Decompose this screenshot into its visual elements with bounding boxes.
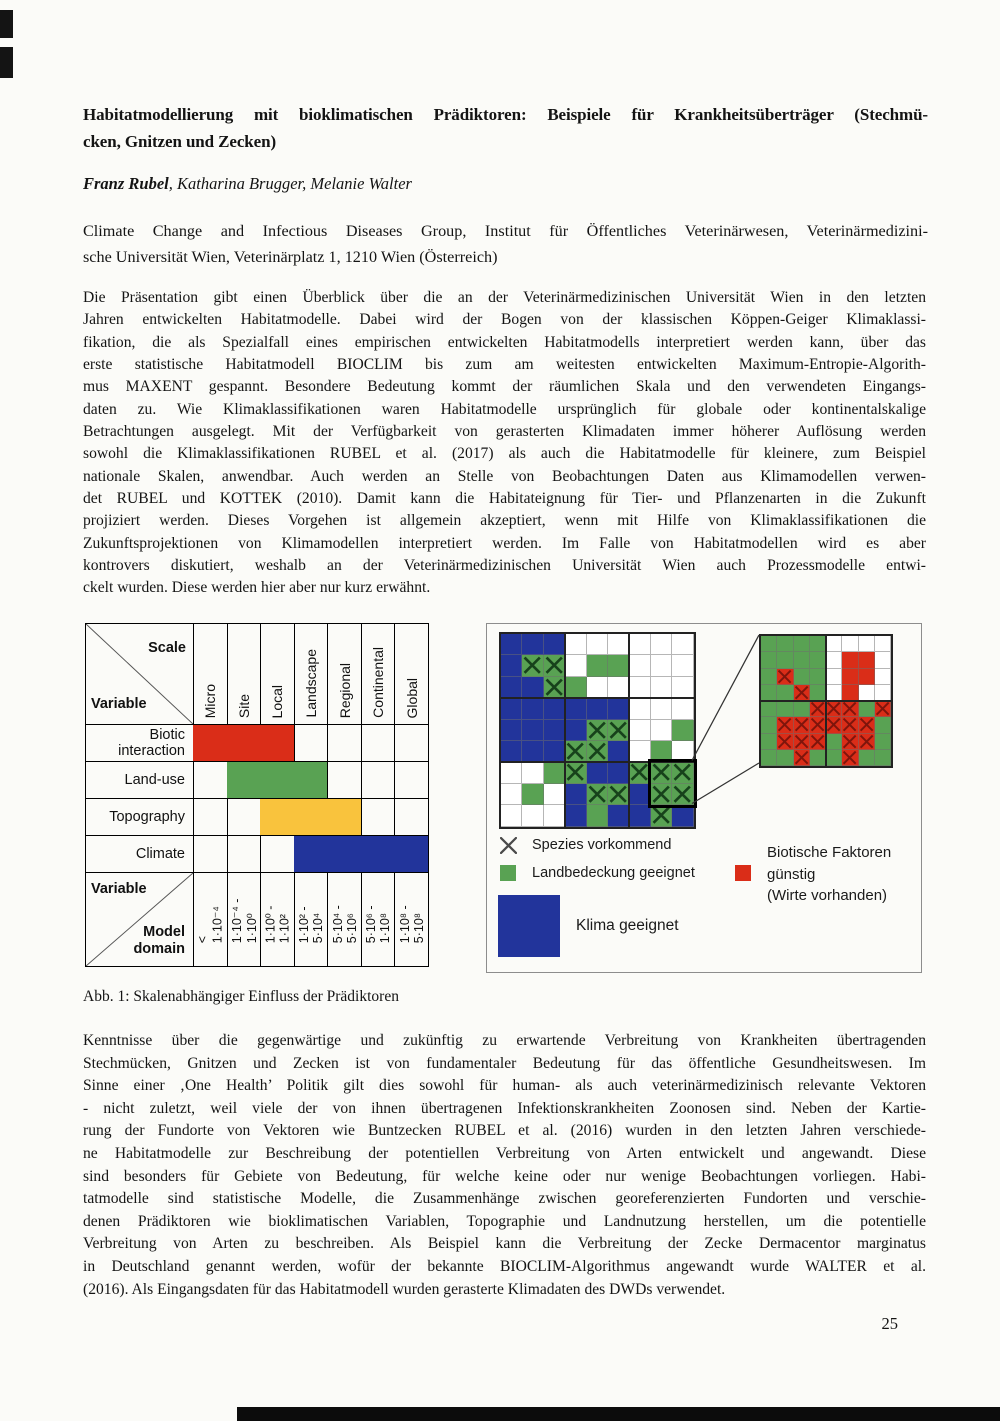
- grid-cell: [629, 677, 650, 698]
- grid-cell: [859, 701, 875, 717]
- grid-cell: [544, 677, 565, 698]
- table-bar-yellow: [260, 799, 361, 835]
- grid-cell: [501, 762, 522, 783]
- species-x-icon: [608, 720, 628, 740]
- grid-cell: [629, 720, 650, 741]
- row-label-biotic-interaction: Biotic interaction: [86, 724, 193, 761]
- grid-cell: [875, 669, 891, 685]
- scan-artifact-mark: [0, 47, 13, 78]
- grid-cell: [565, 698, 586, 719]
- grid-cell: [794, 701, 810, 717]
- grid-block-line: [628, 634, 630, 827]
- table-cell: [394, 761, 428, 798]
- grid-block-line: [564, 634, 566, 827]
- grid-cell: [810, 636, 826, 652]
- scan-artifact-mark: [0, 10, 13, 38]
- text-line: in Deutschland genannt werden, wofür der bekannte BIOCLIM-Algorithmus angewandt wurde WALTER et al.: [83, 1257, 926, 1275]
- table-cell: [193, 761, 227, 798]
- legend-climate-swatch: [498, 895, 560, 957]
- grid-cell: [501, 805, 522, 826]
- table-bar-blue: [294, 836, 428, 872]
- grid-cell: [842, 734, 858, 750]
- text-line: denen Prädiktoren wie bioklimatischen Variablen, Topographie und Landnutzung herstellen, um die potentielle: [83, 1212, 926, 1230]
- grid-cell: [761, 636, 777, 652]
- species-x-icon: [842, 750, 857, 765]
- grid-cell: [859, 669, 875, 685]
- grid-cell: [794, 750, 810, 766]
- grid-cell: [587, 655, 608, 676]
- domain-label: 5·10⁴ - 5·10⁶: [330, 904, 359, 943]
- grid-cell: [672, 634, 693, 655]
- authors-rest: , Katharina Brugger, Melanie Walter: [168, 174, 412, 193]
- text-line: Die Präsentation gibt einen Überblick über die an der Veterinärmedizinischen Universität Wien in den letzten: [83, 289, 926, 306]
- grid-cell: [651, 720, 672, 741]
- table-cell: [193, 835, 227, 872]
- grid-cell: [859, 636, 875, 652]
- grid-cell: [826, 669, 842, 685]
- domain-label: < 1·10⁻⁴: [195, 905, 225, 943]
- text-line: projiziert werden. Dieses Vorgehen ist allgemein akzeptiert, wenn mit Hilfe von Klimaklassifikationen die: [83, 512, 926, 530]
- table-cell: [227, 798, 261, 835]
- grid-cell: [810, 701, 826, 717]
- species-x-icon: [794, 685, 809, 700]
- species-x-icon: [794, 717, 809, 732]
- grid-cell: [587, 720, 608, 741]
- text-line: Jahren entwickelten Habitatmodelle. Dabei wird der Bogen von der klassischen Köppen-Geiger Klimaklassi-: [83, 311, 926, 329]
- grid-cell: [826, 652, 842, 668]
- grid-cell: [794, 734, 810, 750]
- grid-cell: [522, 762, 543, 783]
- grid-cell: [501, 698, 522, 719]
- species-x-icon: [565, 741, 585, 761]
- grid-cell: [544, 655, 565, 676]
- grid-cell: [761, 734, 777, 750]
- grid-cell: [842, 636, 858, 652]
- grid-cell: [522, 655, 543, 676]
- grid-cell: [501, 677, 522, 698]
- grid-cell: [761, 717, 777, 733]
- table-cell: [193, 798, 227, 835]
- grid-cell: [544, 698, 565, 719]
- table-col-header: [227, 624, 261, 724]
- table-col-header: [294, 624, 328, 724]
- grid-cell: [859, 685, 875, 701]
- text-line: Climate Change and Infectious Diseases Group, Institut für Öffentliches Veterinärwesen, Veterinärmedizini-: [83, 222, 928, 240]
- species-x-icon: [842, 734, 857, 749]
- grid-cell: [672, 655, 693, 676]
- grid-cell: [842, 685, 858, 701]
- text-line: sind besonders für Gebiete von Bedeutung, für welche keine oder nur wenige Beobachtungen vorliegen. Habi-: [83, 1167, 926, 1185]
- grid-cell: [608, 720, 629, 741]
- table-cell: [394, 798, 428, 835]
- grid-cell: [777, 701, 793, 717]
- grid-cell: [651, 677, 672, 698]
- table-col-header: [193, 624, 227, 724]
- grid-cell: [587, 634, 608, 655]
- legend-landcover-label: Landbedeckung geeignet: [532, 865, 695, 881]
- grid-cell: [810, 669, 826, 685]
- table-header-variable: Variable: [91, 696, 147, 712]
- text-line: kontrovers diskutiert, weshalb an der Veterinärmedizinischen Universität Wien auch Prozessmodelle entwi-: [83, 557, 926, 575]
- legend-biotic-line: Biotische Faktoren: [767, 844, 892, 861]
- grid-cell: [501, 720, 522, 741]
- legend-biotic-swatch: [735, 865, 751, 881]
- species-x-icon: [777, 669, 792, 684]
- species-x-icon: [842, 701, 857, 716]
- grid-cell: [875, 652, 891, 668]
- grid-cell: [842, 652, 858, 668]
- grid-cell: [629, 634, 650, 655]
- grid-cell: [777, 669, 793, 685]
- species-x-icon: [859, 717, 874, 732]
- grid-cell: [565, 677, 586, 698]
- legend-climate-label: Klima geeignet: [576, 917, 679, 934]
- species-x-icon: [629, 762, 649, 782]
- grid-cell: [651, 634, 672, 655]
- grid-cell: [565, 762, 586, 783]
- species-x-icon: [875, 701, 890, 716]
- text-line: sowohl die Klimaklassifikationen RUBEL et al. (2017) als auch die Habitatmodelle für kleinere, zum Beispiel: [83, 445, 926, 463]
- grid-cell: [842, 701, 858, 717]
- col-label: Global: [403, 677, 420, 718]
- table-corner-variable-modeldomain: [86, 872, 193, 966]
- row-label-land-use: Land-use: [86, 761, 193, 798]
- text-line: daten zu. Wie Klimaklassifikationen waren Habitatmodelle ursprünglich für globale oder kontinentalskalige: [83, 400, 926, 418]
- grid-cell: [842, 750, 858, 766]
- grid-cell: [651, 655, 672, 676]
- domain-label: 1·10⁻⁴ - 1·10⁰: [229, 898, 259, 943]
- text-line: tatmodelle sind statistische Modelle, die Zusammenhänge zwischen georeferenzierten Fundorten und verschie-: [83, 1190, 926, 1208]
- text-line: (2016). Als Eingangsdaten für das Habitatmodell wurden gerasterte Klimadaten des DWDs verwendet.: [83, 1280, 726, 1298]
- col-label: Regional: [336, 662, 353, 718]
- grid-block-line: [761, 700, 891, 702]
- grid-cell: [608, 677, 629, 698]
- grid-cell: [810, 734, 826, 750]
- figure-caption: Abb. 1: Skalenabhängiger Einfluss der Prädiktoren: [83, 988, 399, 1005]
- text-line: mus MAXENT gespannt. Besondere Bedeutung kommt der räumlichen Skala und den verwendeten Eingangs-: [83, 378, 926, 396]
- grid-cell: [826, 636, 842, 652]
- grid-cell: [777, 685, 793, 701]
- grid-cell: [761, 652, 777, 668]
- scan-artifact-bar: [237, 1407, 1000, 1421]
- grid-cell: [761, 750, 777, 766]
- authors-line: [83, 174, 928, 194]
- grid-cell: [875, 636, 891, 652]
- grid-cell: [777, 636, 793, 652]
- domain-label: 1·10² - 5·10⁴: [296, 905, 325, 943]
- grid-cell: [761, 685, 777, 701]
- grid-cell: [794, 717, 810, 733]
- grid-cell: [826, 750, 842, 766]
- grid-cell: [565, 741, 586, 762]
- grid-cell: [608, 698, 629, 719]
- grid-cell: [522, 741, 543, 762]
- table-cell: [227, 835, 261, 872]
- species-x-icon: [859, 734, 874, 749]
- grid-cell: [587, 677, 608, 698]
- species-x-icon: [810, 701, 825, 716]
- legend-biotic-line: (Wirte vorhanden): [767, 887, 888, 904]
- grid-cell: [565, 720, 586, 741]
- body-paragraph: [83, 1030, 926, 1301]
- grid-cell: [501, 784, 522, 805]
- grid-cell: [587, 741, 608, 762]
- species-x-icon: [608, 784, 628, 804]
- grid-cell: [608, 805, 629, 826]
- grid-cell: [672, 805, 693, 826]
- table-domain-cell: [193, 872, 227, 966]
- grid-cell: [608, 655, 629, 676]
- grid-cell: [544, 784, 565, 805]
- text-line: ckelt wurden. Diese werden hier aber nur kurz erwähnt.: [83, 579, 431, 597]
- grid-block-line: [501, 697, 694, 699]
- grid-cell: [875, 750, 891, 766]
- table-footer-variable: Variable: [91, 881, 147, 897]
- table-domain-cell: [294, 872, 328, 966]
- grid-cell: [544, 762, 565, 783]
- grid-cell: [629, 655, 650, 676]
- text-line: cken, Gnitzen und Zecken): [83, 132, 277, 151]
- grid-cell: [544, 720, 565, 741]
- grid-cell: [672, 698, 693, 719]
- text-line: nationale Skalen, anwendbar. Auch werden an Stelle von Beobachtungen Daten aus Klimamodellen verwen-: [83, 467, 926, 485]
- table-cell: [361, 798, 395, 835]
- grid-cell: [608, 784, 629, 805]
- grid-cell: [587, 762, 608, 783]
- text-line: rung der Fundorte von Vektoren wie Buntzecken RUBEL et al. (2016) wurden in den letzten Jahren verschiede-: [83, 1122, 926, 1140]
- table-domain-cell: [394, 872, 428, 966]
- text-line: fikation, die als Spezialfall eines empirischen entwickelten Habitatmodells interpretiert werden kann, über das: [83, 333, 926, 351]
- col-label: Landscape: [302, 649, 319, 718]
- grid-cell: [587, 805, 608, 826]
- grid-cell: [859, 734, 875, 750]
- text-line: Kenntnisse über die gegenwärtige und zukünftig zu erwartende Verbreitung von Krankheiten übertragenden: [83, 1032, 926, 1049]
- species-x-icon: [651, 805, 671, 825]
- grid-cell: [859, 717, 875, 733]
- species-x-icon: [544, 677, 564, 697]
- inset-grid: [759, 634, 893, 768]
- grid-cell: [544, 805, 565, 826]
- paper-title: [83, 101, 928, 155]
- species-x-icon: [826, 717, 841, 732]
- grid-cell: [522, 805, 543, 826]
- grid-cell: [777, 717, 793, 733]
- grid-cell: [777, 652, 793, 668]
- species-x-icon: [810, 717, 825, 732]
- grid-cell: [794, 685, 810, 701]
- grid-cell: [672, 677, 693, 698]
- author-first: Franz Rubel: [83, 174, 169, 193]
- grid-cell: [522, 634, 543, 655]
- species-x-icon: [810, 734, 825, 749]
- text-line: Verbreitung von Arten zu beschreiben. Als Beispiel kann die Verbreitung der Zecke Dermacentor marginatus: [83, 1235, 926, 1253]
- text-line: Stechmücken, Gnitzen und Zecken ist von fundamentaler Bedeutung für das öffentliche Gesundheitswesen. Im: [83, 1054, 926, 1072]
- domain-label: 1·10⁰ - 1·10²: [263, 905, 292, 943]
- grid-cell: [565, 634, 586, 655]
- table-col-header: [394, 624, 428, 724]
- grid-cell: [651, 698, 672, 719]
- table-domain-cell: [361, 872, 395, 966]
- grid-cell: [587, 698, 608, 719]
- grid-cell: [875, 734, 891, 750]
- species-x-icon: [587, 720, 607, 740]
- grid-cell: [810, 685, 826, 701]
- table-footer-model-domain: Model domain: [133, 924, 185, 957]
- grid-cell: [794, 636, 810, 652]
- grid-cell: [522, 720, 543, 741]
- species-x-icon: [500, 837, 517, 854]
- table-bar-green: [227, 762, 328, 798]
- grid-cell: [826, 685, 842, 701]
- grid-cell: [810, 652, 826, 668]
- grid-cell: [826, 734, 842, 750]
- grid-cell: [875, 717, 891, 733]
- species-x-icon: [777, 734, 792, 749]
- legend-biotic-label: [767, 842, 891, 907]
- text-line: erste statistische Habitatmodell BIOCLIM bis zum am weitesten entwickelten Maximum-Entropie-Algorith-: [83, 356, 926, 374]
- grid-cell: [522, 698, 543, 719]
- grid-cell: [761, 701, 777, 717]
- text-line: Zukunftsprojektionen von Klimamodellen interpretiert werden. Im Falle von Habitatmodellen wird es aber: [83, 534, 926, 552]
- species-x-icon: [587, 741, 607, 761]
- grid-cell: [501, 741, 522, 762]
- col-label: Micro: [202, 683, 219, 718]
- grid-cell: [842, 717, 858, 733]
- table-domain-cell: [260, 872, 294, 966]
- grid-cell: [842, 669, 858, 685]
- text-line: Habitatmodellierung mit bioklimatischen Prädiktoren: Beispiele für Krankheitsüberträger (Stechmü-: [83, 105, 928, 124]
- legend-landcover-swatch: [500, 865, 516, 881]
- table-cell: [394, 724, 428, 761]
- grid-cell: [522, 677, 543, 698]
- grid-cell: [859, 750, 875, 766]
- grid-cell: [501, 634, 522, 655]
- affiliation: [83, 218, 928, 270]
- table-bar-red: [193, 725, 294, 761]
- zoom-box: [648, 759, 697, 808]
- grid-cell: [826, 701, 842, 717]
- grid-cell: [501, 655, 522, 676]
- table-domain-cell: [227, 872, 261, 966]
- grid-cell: [608, 634, 629, 655]
- grid-cell: [522, 784, 543, 805]
- species-x-icon: [565, 762, 585, 782]
- grid-cell: [608, 762, 629, 783]
- table-header-scale: Scale: [148, 640, 186, 656]
- grid-cell: [629, 805, 650, 826]
- grid-cell: [794, 652, 810, 668]
- grid-cell: [810, 750, 826, 766]
- grid-cell: [875, 701, 891, 717]
- grid-cell: [544, 634, 565, 655]
- legend-species-x-icon: [500, 837, 517, 854]
- grid-cell: [587, 784, 608, 805]
- grid-cell: [672, 720, 693, 741]
- species-x-icon: [522, 655, 542, 675]
- grid-cell: [544, 741, 565, 762]
- col-label: Local: [269, 684, 286, 718]
- table-cell: [294, 724, 328, 761]
- table-domain-cell: [327, 872, 361, 966]
- legend-biotic-line: günstig: [767, 865, 816, 883]
- grid-cell: [875, 685, 891, 701]
- abstract-paragraph: [83, 287, 926, 600]
- species-x-icon: [794, 734, 809, 749]
- table-cell: [361, 761, 395, 798]
- row-label-topography: Topography: [86, 798, 193, 835]
- table-cell: [260, 835, 294, 872]
- table-col-header: [260, 624, 294, 724]
- text-line: - nicht zuletzt, weil viele der von ihnen übertragenen Infektionskrankheiten Zoonosen sind. Neben der Kartie-: [83, 1099, 926, 1117]
- table-corner-scale-variable: [86, 624, 193, 724]
- table-col-header: [361, 624, 395, 724]
- col-label: Site: [235, 693, 252, 718]
- grid-cell: [794, 669, 810, 685]
- species-x-icon: [777, 717, 792, 732]
- domain-label: 5·10⁶ - 1·10⁸: [364, 904, 393, 943]
- grid-cell: [777, 734, 793, 750]
- scale-variable-table: [85, 623, 429, 967]
- page-number: 25: [881, 1314, 898, 1333]
- grid-cell: [810, 717, 826, 733]
- grid-cell: [565, 784, 586, 805]
- domain-label: 1·10⁸ - 5·10⁸: [397, 904, 426, 943]
- text-line: det RUBEL und KOTTEK (2010). Damit kann die Habitateignung für Tier- und Pflanzenarten in die Zukunft: [83, 490, 926, 508]
- table-cell: [327, 724, 361, 761]
- species-x-icon: [826, 701, 841, 716]
- text-line: ne Habitatmodelle zur Beschreibung der potentiellen Verbreitung von Arten entwickelt und angewandt. Diese: [83, 1144, 926, 1162]
- grid-cell: [629, 698, 650, 719]
- species-x-icon: [794, 750, 809, 765]
- grid-cell: [777, 750, 793, 766]
- grid-cell: [608, 741, 629, 762]
- text-line: sche Universität Wien, Veterinärplatz 1, 1210 Wien (Österreich): [83, 248, 498, 266]
- habitat-grid: [499, 632, 696, 829]
- habitat-map-panel: [486, 623, 922, 973]
- species-x-icon: [842, 717, 857, 732]
- grid-cell: [761, 669, 777, 685]
- grid-cell: [565, 655, 586, 676]
- grid-cell: [826, 717, 842, 733]
- legend-species-label: Spezies vorkommend: [532, 837, 672, 853]
- col-label: Continental: [370, 647, 387, 718]
- text-line: Betrachtungen ausgelegt. Mit der Verfügbarkeit von gerasterten Klimadaten immer höherer Auflösung werden: [83, 423, 926, 441]
- grid-cell: [565, 805, 586, 826]
- species-x-icon: [544, 655, 564, 675]
- table-col-header: [327, 624, 361, 724]
- grid-cell: [859, 652, 875, 668]
- row-label-climate: Climate: [86, 835, 193, 872]
- table-cell: [361, 724, 395, 761]
- species-x-icon: [587, 784, 607, 804]
- grid-cell: [651, 805, 672, 826]
- table-cell: [327, 761, 361, 798]
- text-line: Sinne einer ‚One Health’ Politik gilt dies sowohl für human- als auch veterinärmedizinisch relevante Vektoren: [83, 1077, 926, 1095]
